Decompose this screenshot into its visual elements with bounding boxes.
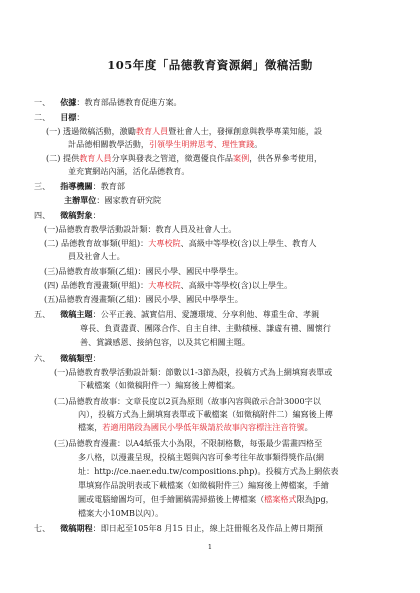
goal-item-1-line-2 xyxy=(68,139,262,149)
highlight-text: 若適用階段為國民小學低年級請於故事內容標注注音符號 xyxy=(102,422,305,432)
item-text: 品德教育故事類(乙組)：國民小學、國民中學學生。 xyxy=(58,266,243,276)
section-5-line-2: 尊長、負責盡責、團隊合作、自主自律、主動積極、謙虛有禮、關懷行 xyxy=(80,323,331,333)
section-6 xyxy=(34,353,101,363)
target-item-2 xyxy=(44,238,316,248)
item-number: (三) xyxy=(44,266,59,276)
item-text: 提供 xyxy=(63,153,80,163)
target-item-5 xyxy=(44,294,243,304)
item-number: (二) xyxy=(54,396,69,406)
type-item-3-line-4: 單填寫作品說明表或下載檔案（如徵稿附件三）編寫後上傳檔案，手繪 xyxy=(78,480,329,490)
item-text: 限為jpg， xyxy=(296,494,334,504)
item-text: 、高級中等學校(含)以上學生、教育人 xyxy=(180,238,317,248)
type-item-2 xyxy=(54,396,321,406)
item-text: 暨社會人士，發揮創意與教學專業知能，設 xyxy=(168,126,323,136)
item-text: 品德教育教學活動設計類：教育人員及社會人士。 xyxy=(58,224,237,234)
item-text: 品德教育教學活動設計類：節數以1-3節為限，投稿方式為上網填寫表單或 xyxy=(68,367,333,377)
type-item-1 xyxy=(54,367,332,377)
item-text: 、高級中等學校(含)以上學生。 xyxy=(180,280,293,290)
target-item-2-line-2: 員及社會人士。 xyxy=(68,251,125,261)
item-number: (一) xyxy=(44,224,59,234)
goal-item-2 xyxy=(46,153,322,163)
section-text: ： xyxy=(92,210,101,220)
section-number: 五、 xyxy=(34,309,51,319)
item-number: (一) xyxy=(54,367,69,377)
section-number: 一、 xyxy=(34,97,51,107)
page-number: 1 xyxy=(207,543,213,551)
section-label: 徵稿期程 xyxy=(60,523,93,533)
item-text: 圖或電腦繪圖均可，但手繪圖稿需掃描後上傳檔案（ xyxy=(78,494,265,504)
item-text: ，供各界參考使用， xyxy=(249,153,323,163)
section-label: 目標 xyxy=(60,112,77,122)
item-text: 品德教育故事：文章長度以2頁為原則（故事內容與啟示合計3000字以 xyxy=(68,396,321,406)
section-text: ：教育部 xyxy=(92,181,125,191)
item-number: (四) xyxy=(44,280,59,290)
highlight-text: 檔案格式 xyxy=(264,494,297,504)
section-number: 二、 xyxy=(34,112,51,122)
highlight-text: 大專校院 xyxy=(148,238,181,248)
item-text: 品德教育漫畫類(甲組)： xyxy=(61,280,149,290)
type-item-3 xyxy=(54,438,322,448)
highlight-text: 案例 xyxy=(233,153,250,163)
section-2 xyxy=(34,112,85,122)
target-item-3 xyxy=(44,266,243,276)
item-text: 品德教育故事類(甲組)： xyxy=(61,238,149,248)
type-item-1-line-2: 下載檔案（如徵稿附件一）編寫後上傳檔案。 xyxy=(78,380,240,390)
section-label: 徵稿類型 xyxy=(60,353,93,363)
item-text: 。 xyxy=(304,422,313,432)
organizer-label: 主辦單位 xyxy=(64,195,97,205)
goal-item-1 xyxy=(46,126,322,136)
section-label: 指導機關 xyxy=(60,181,93,191)
section-label: 依據 xyxy=(60,97,77,107)
section-label: 徵稿主題 xyxy=(60,309,93,319)
type-item-3-line-3: 址：http://ce.naer.edu.tw/compositions.php)。投稿方式為上網依表 xyxy=(78,466,339,476)
highlight-text: 教育人員 xyxy=(135,126,169,136)
item-text: 品德教育漫畫類(乙組)：國民小學、國民中學學生。 xyxy=(58,294,243,304)
item-number: (三) xyxy=(54,438,69,448)
section-5 xyxy=(34,309,319,319)
type-item-2-line-3 xyxy=(78,422,313,432)
section-4 xyxy=(34,210,101,220)
section-3 xyxy=(34,181,125,191)
item-number: (五) xyxy=(44,294,59,304)
highlight-text: 大專校院 xyxy=(148,280,181,290)
section-label: 徵稿對象 xyxy=(60,210,93,220)
item-text: 。 xyxy=(254,139,263,149)
section-7 xyxy=(34,523,323,533)
section-1 xyxy=(34,97,182,107)
section-text: ：公平正義、誠實信用、愛護環境、分享利他、尊重生命、孝親 xyxy=(92,309,320,319)
type-item-3-line-6: 檔案大小10MB以內）。 xyxy=(78,508,164,518)
target-item-1 xyxy=(44,224,237,234)
section-number: 六、 xyxy=(34,353,51,363)
item-number: (二) xyxy=(46,153,61,163)
type-item-3-line-2: 多八格，以漫畫呈現，投稿主題與內容可參考往年故事類得獎作品(網 xyxy=(78,452,324,462)
type-item-3-line-5 xyxy=(78,494,334,504)
page-title: 105年度「品德教育資源網」徵稿活動 xyxy=(107,58,313,72)
highlight-text: 教育人員 xyxy=(79,153,112,163)
item-number: (一) xyxy=(46,126,61,136)
organizer-text: ：國家教育研究院 xyxy=(96,195,162,205)
target-item-4 xyxy=(44,280,292,290)
section-text: ： xyxy=(76,112,85,122)
section-5-line-3: 善、賞識感恩、接納包容，以及其它相關主題。 xyxy=(80,337,250,347)
highlight-text: 引領學生明辨思考、理性實踐 xyxy=(148,139,255,149)
item-text: 檔案， xyxy=(78,422,103,432)
goal-item-2-line-2: 並充實網站內涵，活化品德教育。 xyxy=(68,166,190,176)
section-text: ：教育部品德教育促進方案。 xyxy=(76,97,182,107)
section-text: ： xyxy=(92,353,101,363)
item-text: 分享與發表之管道，徵選優良作品 xyxy=(111,153,234,163)
section-text: ：即日起至105年8 月15 日止，線上註冊報名及作品上傳日期預 xyxy=(92,523,323,533)
section-number: 三、 xyxy=(34,181,51,191)
item-text: 計品德相關教學活動， xyxy=(68,139,149,149)
item-text: 透過徵稿活動，激勵 xyxy=(63,126,136,136)
section-number: 四、 xyxy=(34,210,51,220)
item-number: (二) xyxy=(44,238,59,248)
item-text: 品德教育漫畫：以A4紙張大小為限，不限制格數，每張最少需畫四格至 xyxy=(68,438,323,448)
section-number: 七、 xyxy=(34,523,51,533)
organizer xyxy=(64,195,161,205)
type-item-2-line-2: 內），投稿方式為上網填寫表單或下載檔案（如徵稿附件二）編寫後上傳 xyxy=(78,409,333,419)
